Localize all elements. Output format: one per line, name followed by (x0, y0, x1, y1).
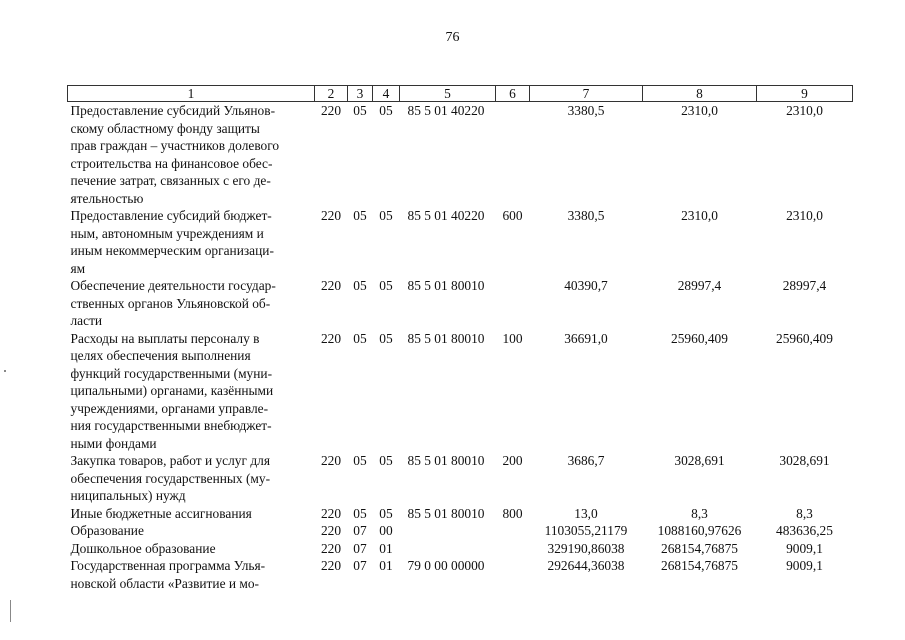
table-row (68, 330, 853, 453)
subsection-code-cell: 05 (379, 453, 393, 468)
target-article-cell (400, 522, 496, 540)
table-row (68, 207, 853, 277)
subsection-code-cell: 00 (379, 523, 393, 538)
admin-code-cell: 220 (320, 330, 342, 346)
amount-year3-cell: 9009,1 (786, 558, 823, 573)
amount-year1-cell: 3686,7 (567, 453, 605, 468)
amount-year2-cell: 3028,691 (674, 453, 725, 468)
section-code-cell: 05 (353, 505, 367, 521)
margin-mark (4, 370, 6, 372)
amount-year1-cell: 36691,0 (564, 330, 608, 346)
subsection-code-cell: 05 (379, 278, 393, 293)
target-article-cell: 85 5 01 40220 (407, 208, 485, 223)
amount-year2-cell: 2310,0 (681, 103, 718, 118)
amount-year1-cell: 3380,5 (567, 103, 605, 118)
target-article-cell: 85 5 01 40220 (407, 103, 485, 118)
admin-code-cell: 220 (320, 558, 342, 573)
amount-year3-cell: 28997,4 (782, 278, 827, 293)
amount-year3-cell: 3028,691 (779, 453, 830, 468)
amount-year1-cell: 40390,7 (564, 278, 608, 293)
expense-type-cell: 200 (502, 453, 523, 468)
item-name-cell: Образование (70, 523, 144, 538)
amount-year3-cell: 483636,25 (776, 523, 833, 538)
admin-code-cell: 220 (320, 278, 342, 293)
admin-code-cell: 220 (320, 523, 342, 538)
target-article-cell: 79 0 00 00000 (407, 558, 485, 573)
subsection-code-cell: 05 (379, 330, 393, 346)
section-code-cell: 07 (353, 523, 367, 538)
admin-code-cell: 220 (320, 103, 342, 118)
amount-year2-cell: 25960,409 (671, 330, 728, 346)
amount-year2-cell: 2310,0 (681, 208, 718, 223)
item-name-cell: Закупка товаров, работ и услуг для обеспечения государственных (му- ниципальных) нужд (70, 453, 271, 503)
subsection-code-cell: 01 (379, 558, 393, 573)
subsection-code-cell: 05 (379, 103, 393, 118)
budget-table (67, 85, 853, 592)
expense-type-cell: 600 (502, 208, 523, 223)
column-header: 3 (348, 86, 373, 102)
amount-year1-cell: 1103055,21179 (544, 523, 628, 538)
column-header: 4 (373, 86, 400, 102)
table-row (68, 452, 853, 505)
amount-year1-cell: 13,0 (574, 505, 598, 521)
amount-year3-cell: 9009,1 (786, 540, 823, 556)
section-code-cell: 05 (353, 330, 367, 346)
expense-type-cell (496, 557, 530, 592)
table-row (68, 277, 853, 330)
amount-year2-cell: 8,3 (691, 505, 708, 521)
expense-type-cell (496, 277, 530, 330)
amount-year3-cell: 25960,409 (776, 330, 833, 346)
subsection-code-cell: 05 (379, 505, 393, 521)
amount-year1-cell: 329190,86038 (547, 540, 625, 556)
target-article-cell: 85 5 01 80010 (407, 453, 485, 468)
admin-code-cell: 220 (320, 453, 342, 468)
item-name-cell: Дошкольное образование (70, 540, 216, 556)
expense-type-cell (496, 522, 530, 540)
item-name-cell: Расходы на выплаты персоналу в целях обеспечения выполнения функций государственными (муни- ципальными) органами, казёнными учреждениями, органами управле- ния государственными внебюджет- ными фондами (70, 330, 274, 451)
column-header: 2 (315, 86, 348, 102)
page-number: 76 (445, 30, 460, 45)
column-header: 1 (68, 86, 315, 102)
column-header: 5 (400, 86, 496, 102)
expense-type-cell: 100 (502, 330, 523, 346)
admin-code-cell: 220 (320, 540, 342, 556)
margin-mark (10, 600, 11, 622)
expense-type-cell (496, 540, 530, 558)
item-name-cell: Обеспечение деятельности государ- ственных органов Ульяновской об- ласти (70, 278, 276, 328)
table-row (68, 102, 853, 208)
table-row (68, 557, 853, 592)
subsection-code-cell: 05 (379, 208, 393, 223)
expense-type-cell: 800 (502, 505, 523, 521)
amount-year1-cell: 292644,36038 (547, 558, 625, 573)
expense-type-cell (496, 102, 530, 208)
admin-code-cell: 220 (320, 208, 342, 223)
column-header: 8 (643, 86, 757, 102)
table-header-row (68, 86, 853, 102)
table-row (68, 540, 853, 558)
column-header: 6 (496, 86, 530, 102)
column-header: 9 (757, 86, 853, 102)
admin-code-cell: 220 (320, 505, 342, 521)
target-article-cell (400, 540, 496, 558)
amount-year2-cell: 1088160,97626 (657, 523, 742, 538)
target-article-cell: 85 5 01 80010 (407, 505, 485, 521)
item-name-cell: Предоставление субсидий Ульянов- скому областному фонду защиты прав граждан – участников долевого строительства на финансовое обес- печение затрат, связанных с его де- ятельностью (70, 103, 280, 206)
table-row (68, 522, 853, 540)
amount-year1-cell: 3380,5 (567, 208, 605, 223)
section-code-cell: 05 (353, 453, 367, 468)
subsection-code-cell: 01 (379, 540, 393, 556)
table-row (68, 505, 853, 523)
amount-year3-cell: 2310,0 (786, 103, 823, 118)
section-code-cell: 07 (353, 558, 367, 573)
column-header: 7 (530, 86, 643, 102)
target-article-cell: 85 5 01 80010 (407, 330, 485, 346)
item-name-cell: Иные бюджетные ассигнования (70, 505, 252, 521)
item-name-cell: Предоставление субсидий бюджет- ным, автономным учреждениям и иным некоммерческим организаци- ям (70, 208, 274, 276)
amount-year3-cell: 2310,0 (786, 208, 823, 223)
amount-year2-cell: 268154,76875 (661, 540, 738, 556)
amount-year3-cell: 8,3 (796, 505, 813, 521)
section-code-cell: 07 (353, 540, 367, 556)
amount-year2-cell: 268154,76875 (661, 558, 738, 573)
section-code-cell: 05 (353, 278, 367, 293)
section-code-cell: 05 (353, 208, 367, 223)
item-name-cell: Государственная программа Улья- новской области «Развитие и мо- (70, 558, 266, 591)
section-code-cell: 05 (353, 103, 367, 118)
target-article-cell: 85 5 01 80010 (407, 278, 485, 293)
amount-year2-cell: 28997,4 (677, 278, 722, 293)
